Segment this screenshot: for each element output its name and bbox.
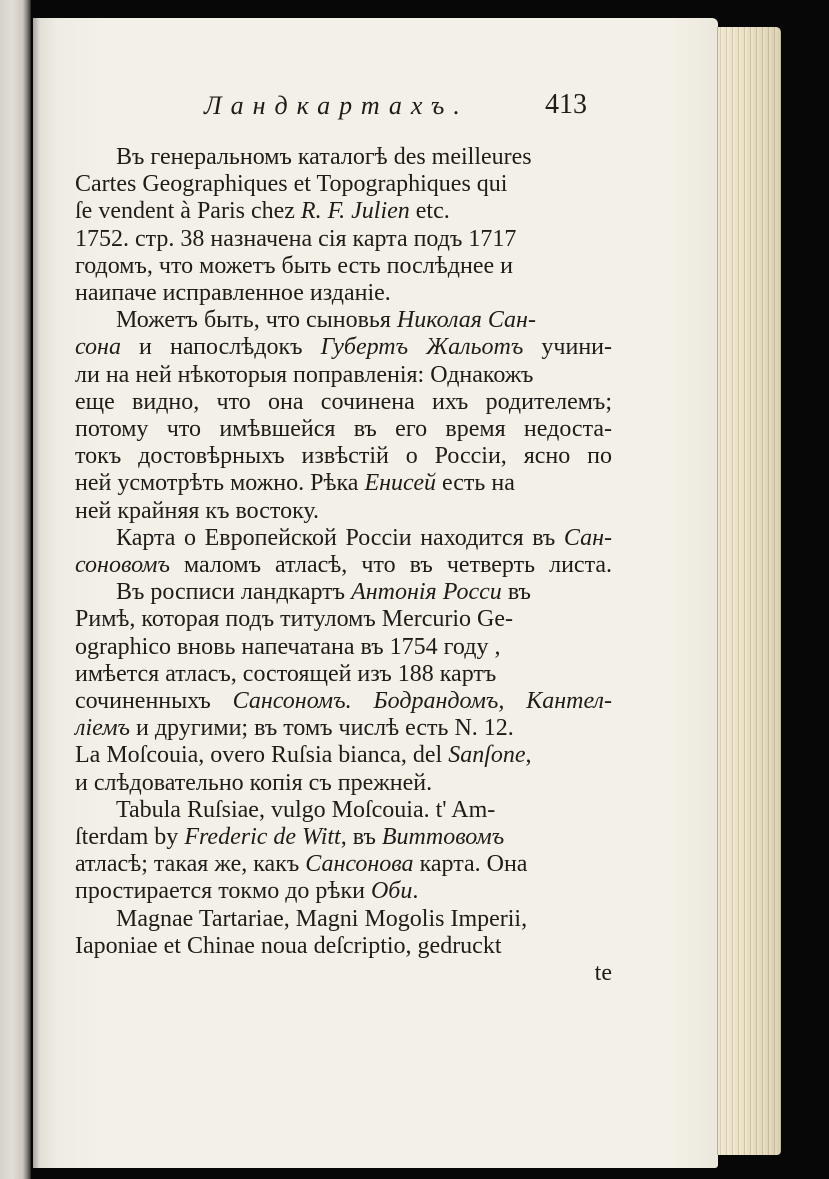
text-run: , въ (340, 824, 382, 850)
text-run: наипаче исправленное изданіе. (75, 280, 391, 306)
text-run: Cartes Geographiques et Topographiques qui (75, 171, 508, 198)
text-line (75, 334, 612, 361)
text-line (75, 226, 612, 253)
italic-text-run: Сансонова (305, 851, 414, 878)
text-line (75, 824, 612, 851)
text-run: Римѣ, которая подъ титуломъ Mercurio Ge- (75, 606, 514, 633)
text-line (75, 742, 612, 769)
text-line (75, 362, 612, 389)
text-line (116, 906, 612, 933)
page-number: 413 (545, 89, 587, 120)
text-line (75, 198, 612, 225)
text-line (75, 770, 612, 797)
text-run: и слѣдовательно копія съ прежней. (75, 769, 433, 796)
text-run: La Moſcouia, overo Ruſsia bianca, del (75, 742, 449, 769)
text-line (75, 253, 612, 280)
italic-text-run: соновомъ (75, 552, 170, 578)
text-run: Можетъ быть, что сыновья (116, 307, 397, 334)
text-run: карта. Она (413, 851, 528, 878)
text-run: ſterdam by (75, 824, 185, 850)
text-line (75, 661, 612, 688)
text-run: Карта о Европейской Россіи находится въ (116, 524, 564, 551)
text-line (116, 525, 612, 552)
italic-text-run: Губертъ Жальотъ (320, 334, 524, 361)
italic-text-run: Виттовомъ (381, 824, 505, 850)
text-run: ographico вновь напечатана въ 1754 году , (75, 633, 501, 660)
italic-text-run: Енисей (364, 470, 437, 497)
text-run: въ (501, 579, 531, 606)
running-head: Ландкартахъ. (204, 91, 469, 120)
text-run: есть на (436, 470, 515, 497)
catchword: te (594, 960, 612, 986)
text-run: токъ достовѣрныхъ извѣстій о Россіи, ясно по (75, 443, 612, 470)
italic-text-run: Сан- (563, 524, 612, 551)
text-run: Въ генеральномъ каталогѣ des meilleures (116, 144, 532, 170)
text-run: Iaponiae et Chinae noua deſcriptio, gedruckt (75, 932, 502, 959)
text-run: ней крайняя къ востоку. (75, 497, 319, 524)
text-run: Magnae Tartariae, Magni Mogolis Imperii, (116, 905, 528, 932)
text-line (75, 933, 612, 960)
italic-text-run: Frederic de Witt (184, 824, 341, 850)
text-line (75, 470, 612, 497)
italic-text-run: Sanſone (448, 742, 526, 769)
text-line (75, 416, 612, 443)
text-line (75, 552, 612, 579)
text-line (75, 851, 612, 878)
text-run: 1752. стр. 38 назначена сія карта подъ 1717 (75, 225, 517, 252)
text-line (75, 606, 612, 633)
italic-text-run: сона (75, 334, 121, 361)
text-line (75, 171, 612, 198)
text-run: учини- (523, 334, 612, 361)
text-run: ней усмотрѣть можно. Рѣка (75, 470, 365, 497)
text-run: etc. (409, 198, 450, 225)
text-run: . (412, 878, 419, 905)
text-run: сочиненныхъ (75, 688, 233, 714)
text-run: , (525, 742, 532, 769)
text-run: простирается токмо до рѣки (75, 878, 371, 905)
text-run: еще видно, что она сочинена ихъ родителемъ; (75, 388, 612, 415)
italic-text-run: Сансономъ. Бодрандомъ, Кантел- (232, 688, 612, 714)
text-run: потому что имѣвшейся въ его время недоста- (75, 416, 612, 442)
text-run: и напослѣдокъ (120, 334, 321, 361)
italic-text-run: ліемъ (75, 715, 130, 742)
text-line (75, 280, 612, 307)
text-run: ли на ней нѣкоторыя поправленія: Однакожъ (75, 361, 534, 388)
text-line (75, 878, 612, 905)
text-run: и другими; въ томъ числѣ есть N. 12. (129, 715, 514, 742)
text-line (75, 688, 612, 715)
text-run: атласѣ; такая же, какъ (75, 851, 306, 878)
text-line (75, 443, 612, 470)
italic-text-run: R. F. Julien (300, 198, 410, 225)
text-line (75, 389, 612, 416)
text-run: ſe vendent à Paris chez (75, 198, 301, 225)
text-line (116, 797, 612, 824)
text-run: Tabula Ruſsiae, vulgo Moſcouia. t' Am- (116, 796, 496, 823)
text-run: имѣется атласъ, состоящей изъ 188 картъ (75, 660, 497, 687)
text-run: Въ росписи ландкартъ (116, 579, 352, 606)
text-line (116, 307, 612, 334)
text-run: маломъ атласѣ, что въ четверть листа. (169, 552, 612, 578)
italic-text-run: Оби (370, 878, 413, 905)
text-run: годомъ, что можетъ быть есть послѣднее и (75, 252, 513, 279)
text-line (75, 634, 612, 661)
italic-text-run: Николая Сан- (396, 307, 536, 334)
text-line (75, 715, 612, 742)
text-line (75, 498, 612, 525)
italic-text-run: Антонія Росси (351, 579, 502, 606)
text-line (116, 579, 612, 606)
text-line (116, 144, 612, 171)
